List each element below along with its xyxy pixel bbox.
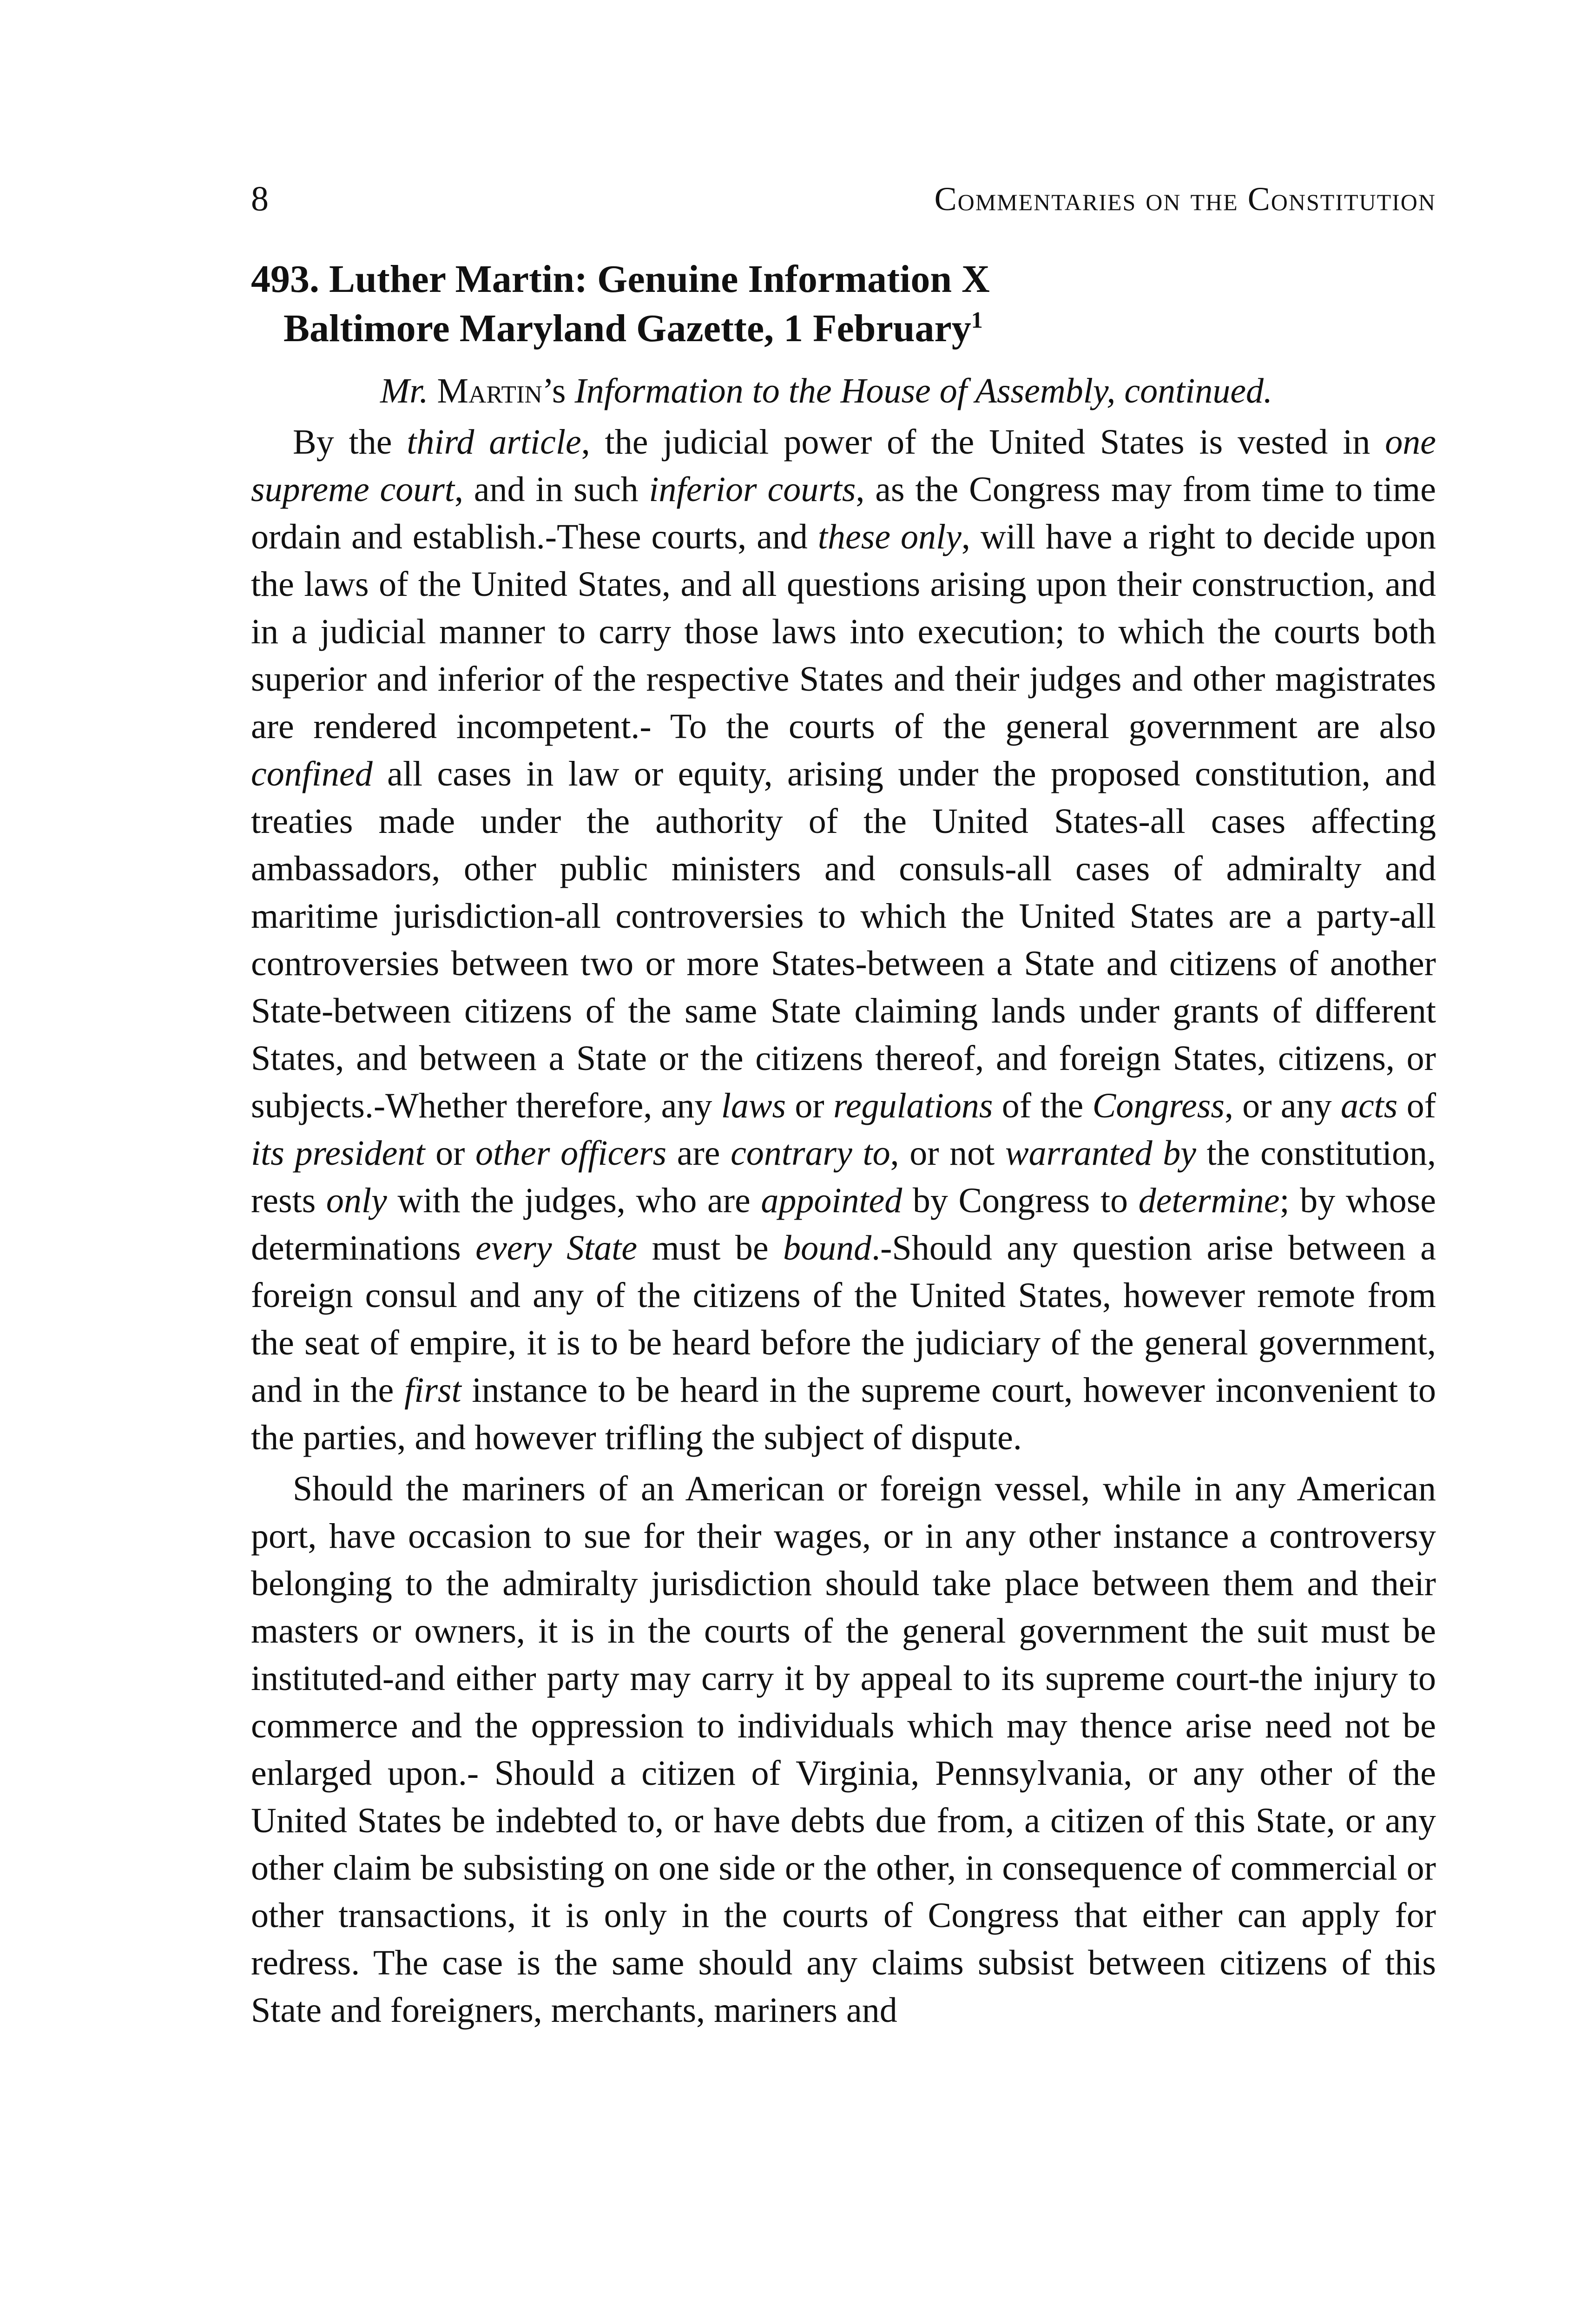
paragraph-1 bbox=[251, 418, 1436, 1461]
p1-text: are bbox=[666, 1134, 731, 1173]
p1-italic: laws bbox=[721, 1086, 786, 1125]
p1-text: of the bbox=[993, 1086, 1093, 1125]
p1-italic: these only bbox=[817, 517, 962, 556]
p1-italic: appointed bbox=[761, 1181, 902, 1220]
p1-text: with the judges, who are bbox=[387, 1181, 761, 1220]
p1-text: , the judicial power of the United States is vested in bbox=[581, 423, 1385, 462]
p1-text: or bbox=[425, 1134, 476, 1173]
p1-text: by Congress to bbox=[902, 1181, 1139, 1220]
p1-text: By the bbox=[293, 423, 407, 462]
p1-text: , or not bbox=[890, 1134, 1005, 1173]
intro-name: Martin bbox=[437, 371, 542, 410]
intro-mr: Mr. bbox=[380, 371, 428, 410]
p1-text: must be bbox=[637, 1228, 784, 1268]
running-title: Commentaries on the Constitution bbox=[934, 180, 1436, 218]
p1-italic: warranted by bbox=[1005, 1134, 1196, 1173]
p1-italic: first bbox=[404, 1371, 461, 1410]
p1-text: , and in such bbox=[454, 470, 649, 509]
p1-italic: bound bbox=[783, 1228, 872, 1268]
p1-text: of bbox=[1397, 1086, 1436, 1125]
intro-line bbox=[251, 367, 1436, 415]
p1-text: .-Should any question arise between a foreign consul and any of the citizens of the United States, however remote from the seat of empire, it is to be heard before the judiciary of the general government, and in the bbox=[251, 1228, 1436, 1410]
p1-text: the constitution, rests bbox=[251, 1134, 1436, 1220]
p1-text: or bbox=[786, 1086, 834, 1125]
document-heading bbox=[251, 255, 1436, 353]
p1-text: instance to be heard in the supreme court, however inconvenient to the parties, and however trifling the subject of dispute. bbox=[251, 1371, 1436, 1457]
p1-italic: one supreme court bbox=[251, 423, 1436, 509]
intro-possessive: ’s bbox=[542, 371, 566, 410]
p1-italic: Congress bbox=[1092, 1086, 1225, 1125]
p1-italic: contrary to bbox=[731, 1134, 890, 1173]
p1-text: , or any bbox=[1224, 1086, 1341, 1125]
p1-text: , will have a right to decide upon the laws of the United States, and all questions arising upon their construction, and in a judicial manner to carry those laws into execution; to which the courts both superior and inferior of the respective States and their judges and other magistrates are rendered incompetent.- To the courts of the general government are also bbox=[251, 517, 1436, 746]
page-number: 8 bbox=[251, 179, 269, 218]
p1-text: , as the Congress may from time to time ordain and establish.-These courts, and bbox=[251, 470, 1436, 556]
p1-italic: determine bbox=[1138, 1181, 1280, 1220]
p1-italic: only bbox=[326, 1181, 387, 1220]
paragraph-2: Should the mariners of an American or foreign vessel, while in any American port, have occasion to sue for their wages, or in any other instance a controversy belonging to the admiralty jurisdiction should take place between them and their masters or owners, it is in the courts of the general government the suit must be instituted-and either party may carry it by appeal to its supreme court-the injury to commerce and the oppression to individuals which may thence arise need not be enlarged upon.- Should a citizen of Virginia, Pennsylvania, or any other of the United States be indebted to, or have debts due from, a citizen of this State, or any other claim be subsisting on one side or the other, in consequence of commercial or other transactions, it is only in the courts of Congress that either can apply for redress. The case is the same should any claims subsist between citizens of this State and foreigners, merchants, mariners and bbox=[251, 1469, 1436, 2030]
running-head bbox=[251, 176, 1436, 222]
body-text bbox=[251, 367, 1436, 2034]
p1-italic: its president bbox=[251, 1134, 425, 1173]
p1-italic: regulations bbox=[833, 1086, 993, 1125]
footnote-marker[interactable]: 1 bbox=[971, 307, 983, 333]
p1-italic: acts bbox=[1340, 1086, 1398, 1125]
document-source-text: Baltimore Maryland Gazette, 1 February bbox=[283, 307, 971, 350]
p1-text: ; by whose determinations bbox=[251, 1181, 1436, 1268]
document-number-author: 493. Luther Martin: Genuine Information X bbox=[251, 257, 990, 301]
p1-italic: other officers bbox=[475, 1134, 667, 1173]
document-source bbox=[251, 304, 1436, 353]
p1-text: all cases in law or equity, arising under the proposed constitution, and treaties made under the authority of the United States-all cases affecting ambassadors, other public ministers and consuls-all cases of admiralty and maritime jurisdiction-all controversies to which the United States are a party-all controversies between two or more States-between a State and citizens of another State-between citizens of the same State claiming lands under grants of different States, and between a State or the citizens thereof, and foreign States, citizens, or subjects.-Whether therefore, any bbox=[251, 754, 1436, 1125]
p1-italic: confined bbox=[251, 754, 373, 793]
intro-title: Information to the House of Assembly, continued. bbox=[574, 371, 1273, 410]
p1-italic: third article bbox=[407, 423, 581, 462]
p1-italic: inferior courts bbox=[649, 470, 856, 509]
p1-italic: every State bbox=[475, 1228, 638, 1268]
